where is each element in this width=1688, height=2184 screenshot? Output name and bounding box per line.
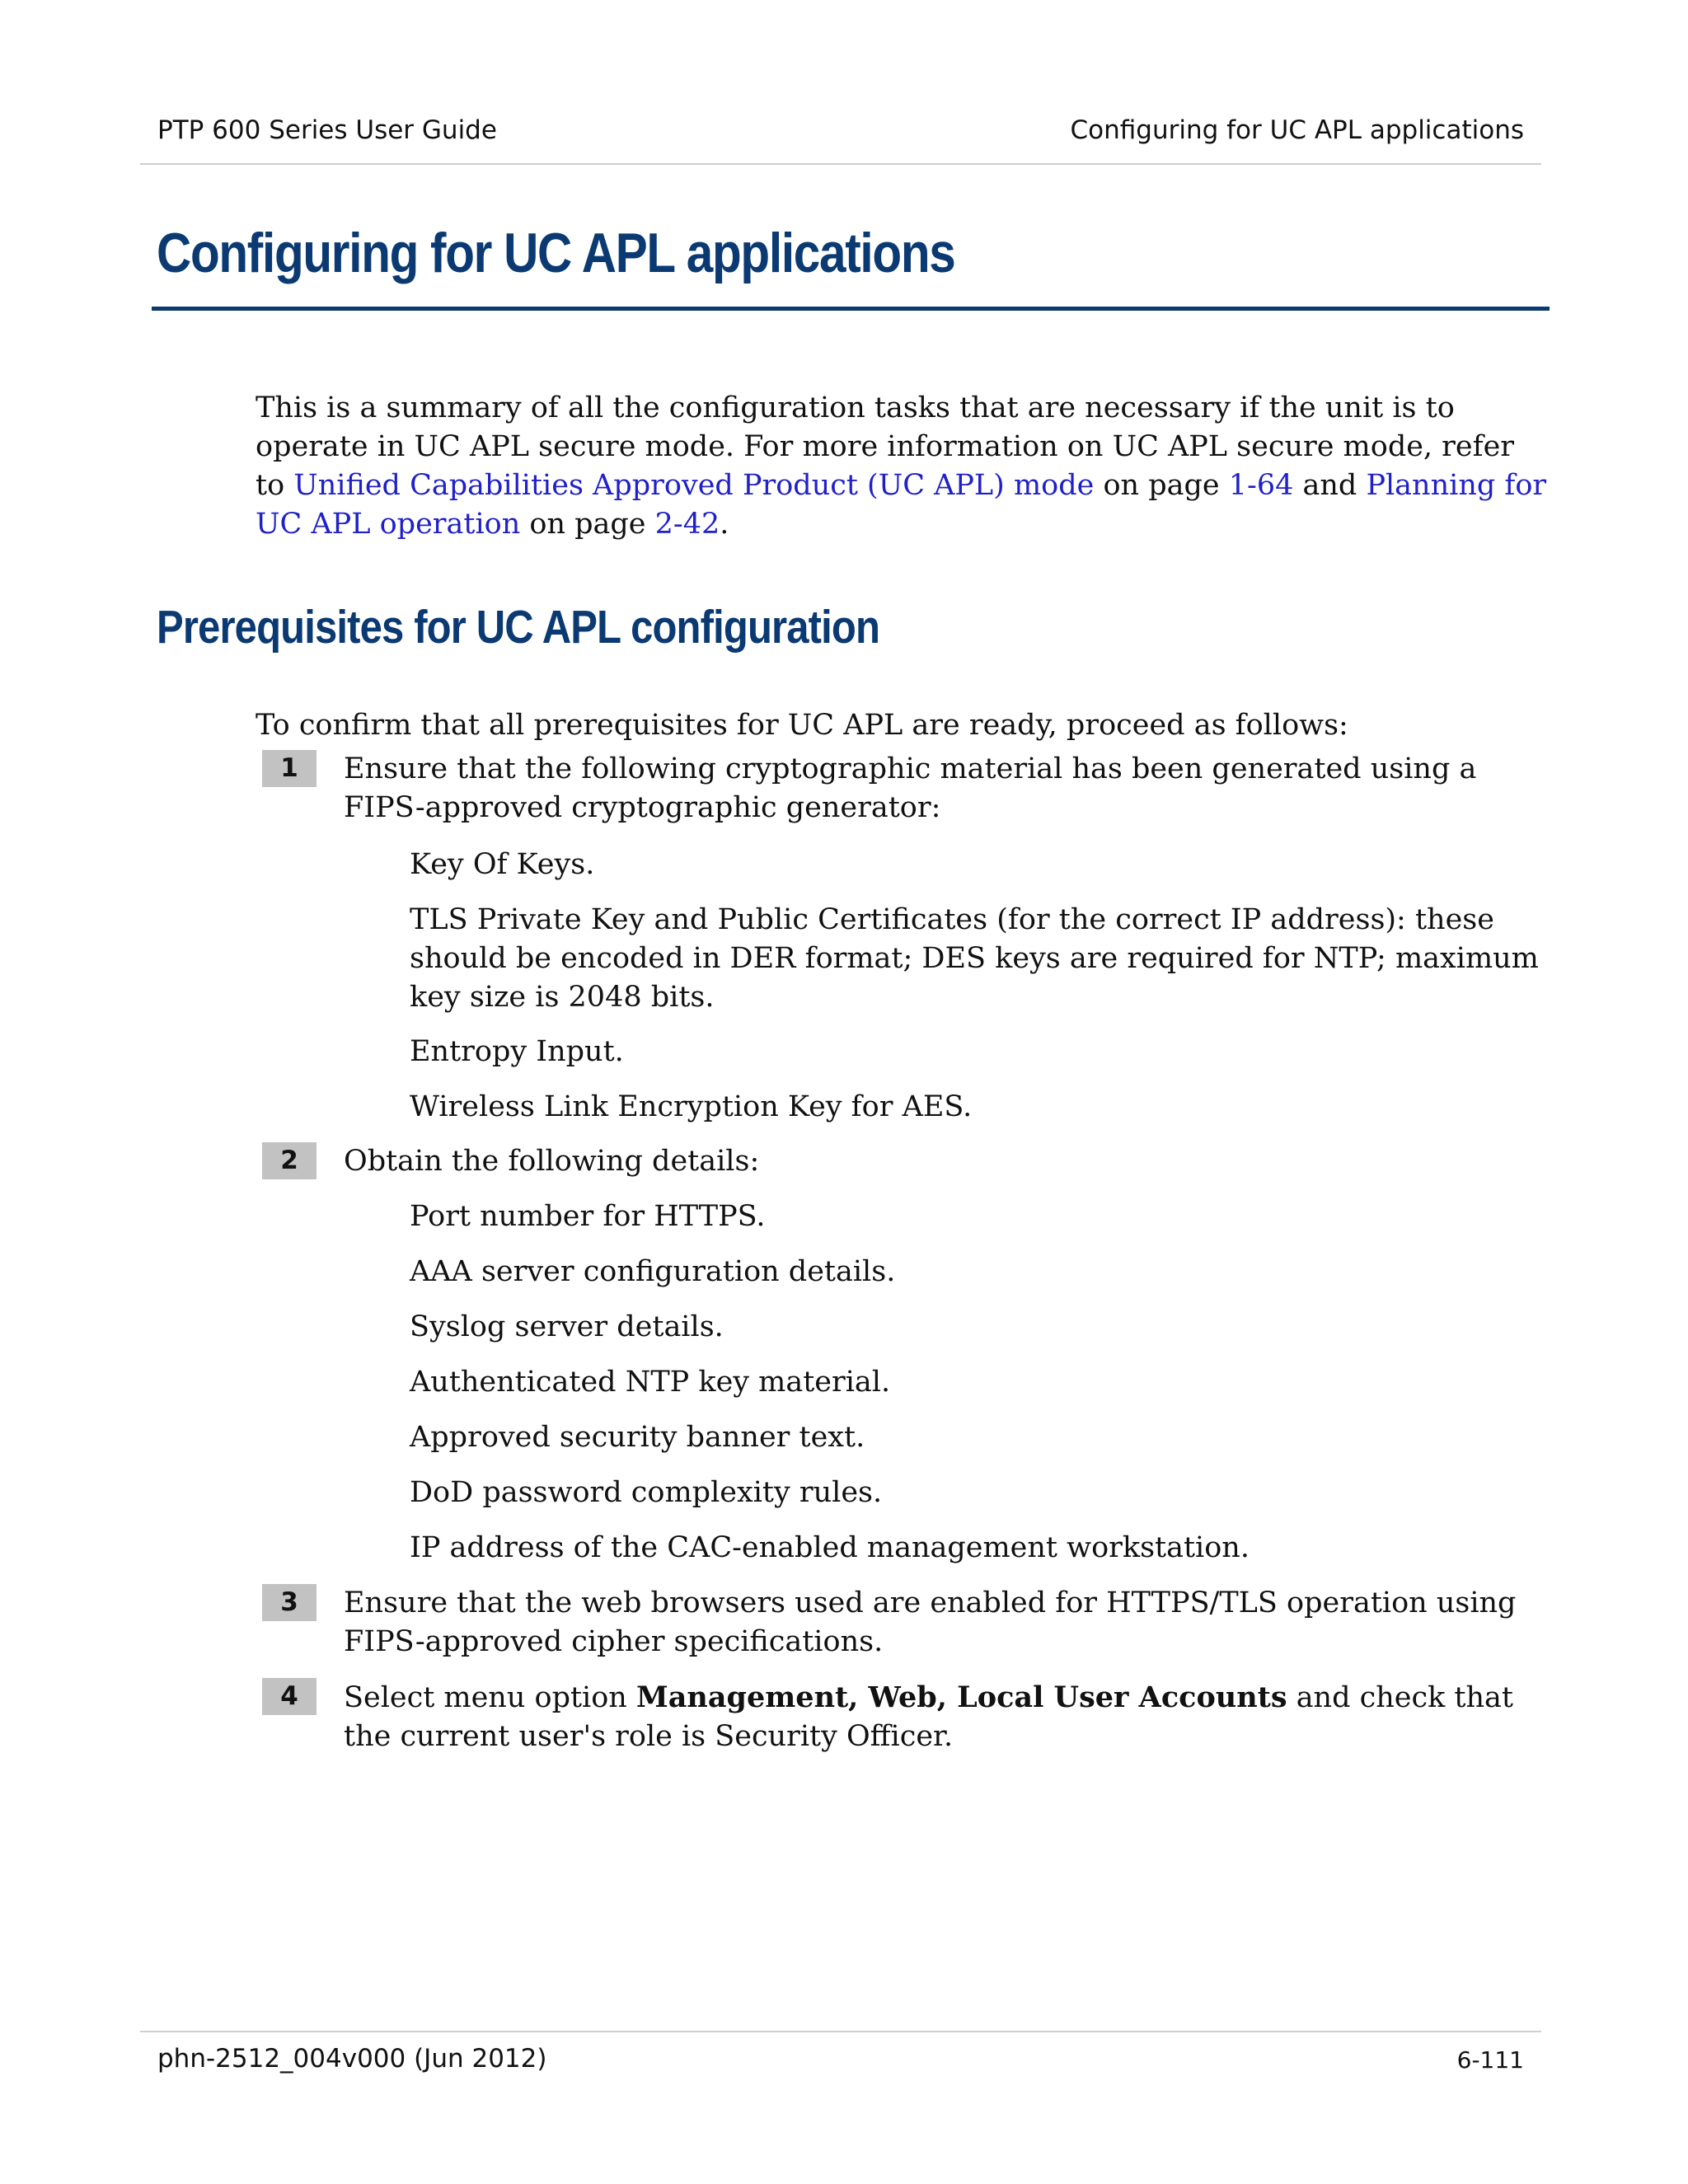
running-header [140, 0, 1541, 165]
intro-text-3: and [1293, 469, 1367, 502]
step-sub-item: IP address of the CAC-enabled management workstation. [410, 1531, 1250, 1564]
menu-path: Management, Web, Local User Accounts [635, 1680, 1287, 1714]
step-sub-item: AAA server configuration details. [410, 1255, 896, 1288]
link-page-2-42[interactable]: 2-42 [654, 508, 720, 541]
step-text: Ensure that the web browsers used are enabled for HTTPS/TLS operation using FIPS-approved cipher specifications. [344, 1586, 1517, 1658]
step-text-before: Select menu option [344, 1681, 636, 1714]
chapter-title: Configuring for UC APL applications [157, 222, 955, 284]
header-chapter-title: Configuring for UC APL applications [1070, 115, 1524, 145]
intro-text-4: on page [520, 508, 655, 541]
confirm-paragraph: To confirm that all prerequisites for UC APL are ready, proceed as follows: [256, 709, 1348, 742]
section-heading: Prerequisites for UC APL configuration [157, 601, 880, 654]
intro-text-1: This is a summary of all the configuration tasks that are necessary if the unit is to operate in UC APL secure mode. For more information on UC APL secure mode, refer to [256, 391, 1515, 502]
step-sub-item: Wireless Link Encryption Key for AES. [410, 1090, 973, 1123]
footer-rule [140, 2031, 1541, 2032]
step-sub-item: Port number for HTTPS. [410, 1200, 766, 1233]
step-text-after: and check that the current user's role is Security Officer. [344, 1681, 1513, 1753]
link-planning-uc-apl[interactable]: Planning for UC APL operation [256, 469, 1547, 541]
footer-document-id: phn-2512_004v000 (Jun 2012) [157, 2044, 547, 2074]
intro-paragraph [256, 389, 1550, 544]
step-sub-item: TLS Private Key and Public Certificates (for the correct IP address): these should be encoded in DER format; DES keys are required for NTP; maximum key size is 2048 bits. [410, 903, 1539, 1014]
link-page-1-64[interactable]: 1-64 [1228, 469, 1294, 502]
intro-text-2: on page [1094, 469, 1229, 502]
title-rule [152, 307, 1550, 311]
step-sub-item: Entropy Input. [410, 1035, 624, 1068]
step-sub-item: Authenticated NTP key material. [410, 1366, 891, 1399]
step-number-badge: 1 [262, 750, 316, 787]
step-text: Obtain the following details: [344, 1145, 760, 1178]
step-sub-item: Syslog server details. [410, 1310, 724, 1343]
footer-page-number: 6-111 [1456, 2046, 1524, 2074]
step-number-badge: 3 [262, 1584, 316, 1621]
header-guide-title: PTP 600 Series User Guide [157, 115, 497, 145]
step-number-badge: 2 [262, 1142, 316, 1179]
step-sub-item: DoD password complexity rules. [410, 1476, 883, 1509]
step-sub-item: Approved security banner text. [410, 1421, 865, 1454]
step-number-badge: 4 [262, 1678, 316, 1715]
link-uc-apl-mode[interactable]: Unified Capabilities Approved Product (UC APL) mode [293, 469, 1095, 502]
step-text: Ensure that the following cryptographic material has been generated using a FIPS-approved cryptographic generator: [344, 752, 1477, 824]
step-sub-item: Key Of Keys. [410, 848, 595, 881]
step-text [344, 1678, 1551, 1756]
intro-text-5: . [720, 508, 729, 541]
